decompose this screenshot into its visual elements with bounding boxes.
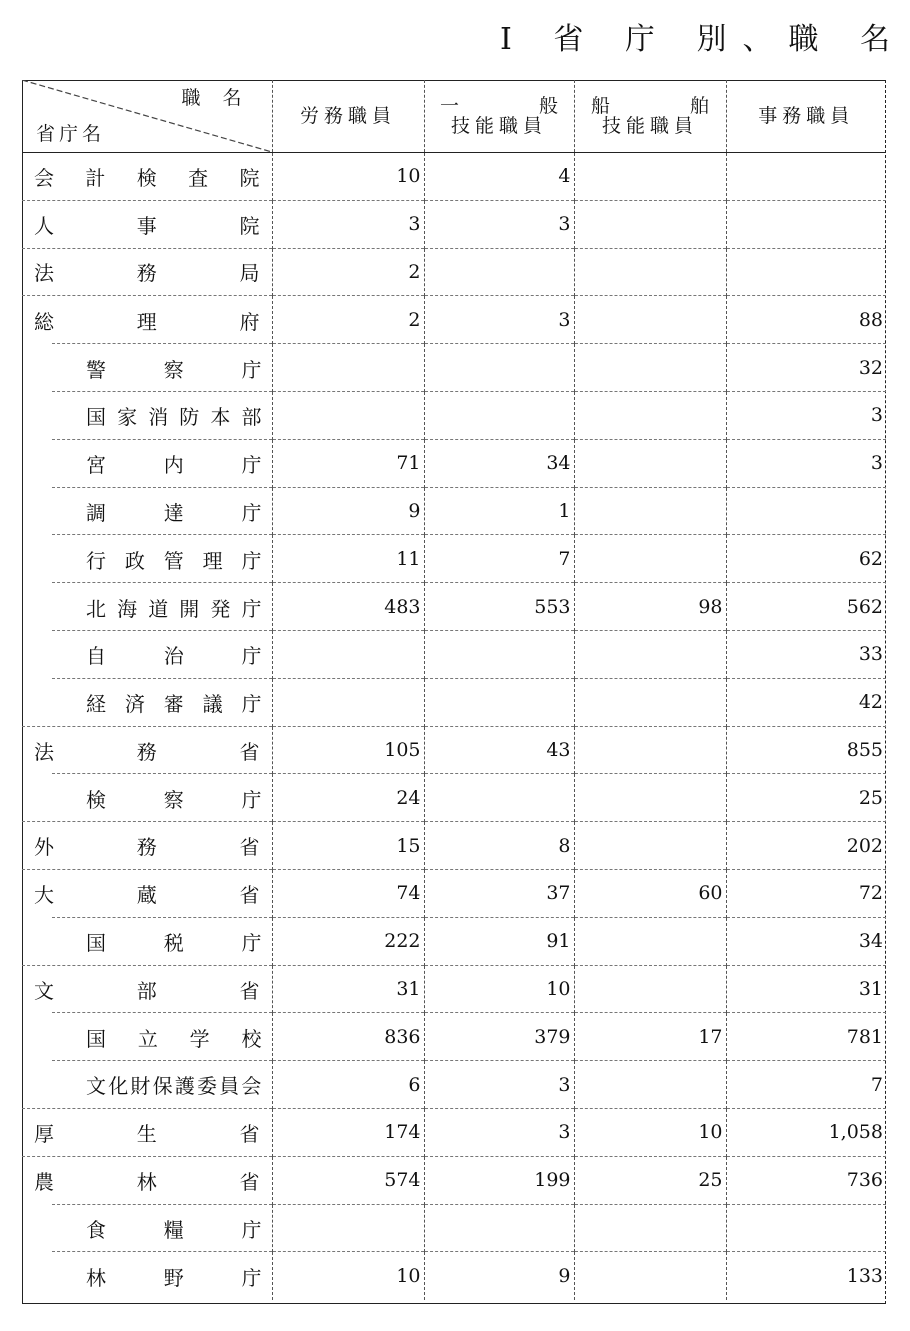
col-header-general-skill: 一 般 技能職員 bbox=[424, 80, 574, 153]
agency-name: 文 化 財 保 護 委 員 会 bbox=[86, 1074, 262, 1099]
agency-name-cell bbox=[22, 774, 272, 822]
value-cell-labor: 31 bbox=[272, 965, 424, 1013]
value-cell-ship-skill: 98 bbox=[574, 583, 726, 631]
agency-name: 農 林 省 bbox=[34, 1169, 260, 1194]
value-cell-ship-skill: 10 bbox=[574, 1108, 726, 1156]
value-cell-general-skill bbox=[424, 248, 574, 296]
value-cell-ship-skill bbox=[574, 726, 726, 774]
value-cell-labor: 71 bbox=[272, 439, 424, 487]
agency-name-cell bbox=[22, 869, 272, 917]
value-cell-general-skill: 7 bbox=[424, 535, 574, 583]
agency-name: 宮 内 庁 bbox=[86, 453, 262, 478]
value-cell-general-skill: 9 bbox=[424, 1252, 574, 1300]
table-row bbox=[22, 1252, 886, 1300]
agency-name-cell bbox=[22, 296, 272, 344]
value-cell-clerical: 62 bbox=[726, 535, 886, 583]
value-cell-clerical: 855 bbox=[726, 726, 886, 774]
agency-name-cell bbox=[22, 153, 272, 201]
value-cell-clerical: 1,058 bbox=[726, 1108, 886, 1156]
agency-name-cell bbox=[22, 1204, 272, 1252]
value-cell-ship-skill bbox=[574, 153, 726, 201]
value-cell-clerical bbox=[726, 487, 886, 535]
value-cell-ship-skill bbox=[574, 487, 726, 535]
value-cell-labor: 2 bbox=[272, 248, 424, 296]
value-cell-ship-skill bbox=[574, 917, 726, 965]
value-cell-labor: 483 bbox=[272, 583, 424, 631]
corner-header bbox=[22, 80, 272, 153]
value-cell-general-skill: 553 bbox=[424, 583, 574, 631]
agency-name: 林 野 庁 bbox=[86, 1265, 262, 1290]
value-cell-labor: 9 bbox=[272, 487, 424, 535]
value-cell-ship-skill: 17 bbox=[574, 1013, 726, 1061]
agency-name: 法 務 局 bbox=[34, 261, 260, 286]
value-cell-labor: 24 bbox=[272, 774, 424, 822]
value-cell-labor: 574 bbox=[272, 1156, 424, 1204]
agency-name-cell bbox=[22, 1252, 272, 1300]
agency-name: 国 家 消 防 本 部 bbox=[86, 405, 262, 430]
value-cell-clerical: 42 bbox=[726, 678, 886, 726]
value-cell-clerical: 133 bbox=[726, 1252, 886, 1300]
agency-name-cell bbox=[22, 487, 272, 535]
table-row bbox=[22, 344, 886, 392]
value-cell-ship-skill bbox=[574, 965, 726, 1013]
agency-name: 人 事 院 bbox=[34, 213, 260, 238]
agency-name-cell bbox=[22, 726, 272, 774]
agency-name-cell bbox=[22, 965, 272, 1013]
value-cell-ship-skill: 25 bbox=[574, 1156, 726, 1204]
value-cell-general-skill: 10 bbox=[424, 965, 574, 1013]
value-cell-general-skill: 3 bbox=[424, 200, 574, 248]
value-cell-general-skill: 379 bbox=[424, 1013, 574, 1061]
agency-name-cell bbox=[22, 583, 272, 631]
table-row bbox=[22, 200, 886, 248]
table-row bbox=[22, 917, 886, 965]
agency-name-cell bbox=[22, 391, 272, 439]
value-cell-ship-skill bbox=[574, 344, 726, 392]
agency-name-cell bbox=[22, 822, 272, 870]
value-cell-general-skill: 1 bbox=[424, 487, 574, 535]
value-cell-labor: 836 bbox=[272, 1013, 424, 1061]
agency-name: 検 察 庁 bbox=[86, 787, 262, 812]
value-cell-labor: 11 bbox=[272, 535, 424, 583]
value-cell-general-skill bbox=[424, 391, 574, 439]
corner-bottom-label: 省庁名 bbox=[36, 123, 106, 145]
agency-name-cell bbox=[22, 1156, 272, 1204]
table-row bbox=[22, 583, 886, 631]
table-row bbox=[22, 822, 886, 870]
value-cell-clerical: 562 bbox=[726, 583, 886, 631]
value-cell-clerical bbox=[726, 153, 886, 201]
table-row bbox=[22, 248, 886, 296]
table-row bbox=[22, 869, 886, 917]
value-cell-general-skill: 3 bbox=[424, 1061, 574, 1109]
value-cell-general-skill: 91 bbox=[424, 917, 574, 965]
value-cell-labor: 222 bbox=[272, 917, 424, 965]
value-cell-general-skill: 34 bbox=[424, 439, 574, 487]
agency-name: 大 蔵 省 bbox=[34, 883, 260, 908]
table-row bbox=[22, 535, 886, 583]
value-cell-clerical: 25 bbox=[726, 774, 886, 822]
agency-name: 経 済 審 議 庁 bbox=[86, 691, 262, 716]
value-cell-clerical: 7 bbox=[726, 1061, 886, 1109]
value-cell-ship-skill bbox=[574, 630, 726, 678]
table-row bbox=[22, 153, 886, 201]
table-row bbox=[22, 296, 886, 344]
value-cell-labor: 2 bbox=[272, 296, 424, 344]
value-cell-labor bbox=[272, 630, 424, 678]
agency-name: 行 政 管 理 庁 bbox=[86, 548, 262, 573]
agency-name: 国 税 庁 bbox=[86, 930, 262, 955]
value-cell-general-skill bbox=[424, 678, 574, 726]
value-cell-labor bbox=[272, 391, 424, 439]
value-cell-clerical: 736 bbox=[726, 1156, 886, 1204]
agency-name-cell bbox=[22, 248, 272, 296]
table-row bbox=[22, 439, 886, 487]
value-cell-ship-skill bbox=[574, 774, 726, 822]
value-cell-general-skill bbox=[424, 630, 574, 678]
value-cell-labor: 74 bbox=[272, 869, 424, 917]
value-cell-labor: 10 bbox=[272, 153, 424, 201]
value-cell-clerical bbox=[726, 248, 886, 296]
table-row bbox=[22, 774, 886, 822]
value-cell-clerical: 72 bbox=[726, 869, 886, 917]
agency-name-cell bbox=[22, 439, 272, 487]
value-cell-clerical bbox=[726, 1204, 886, 1252]
value-cell-labor bbox=[272, 1204, 424, 1252]
agency-name: 警 察 庁 bbox=[86, 357, 262, 382]
value-cell-ship-skill bbox=[574, 248, 726, 296]
agency-name: 総 理 府 bbox=[34, 309, 260, 334]
value-cell-clerical: 781 bbox=[726, 1013, 886, 1061]
value-cell-ship-skill bbox=[574, 678, 726, 726]
value-cell-clerical bbox=[726, 200, 886, 248]
table-row bbox=[22, 1156, 886, 1204]
table-row bbox=[22, 487, 886, 535]
table-row bbox=[22, 726, 886, 774]
value-cell-ship-skill bbox=[574, 1204, 726, 1252]
value-cell-ship-skill bbox=[574, 296, 726, 344]
value-cell-clerical: 34 bbox=[726, 917, 886, 965]
value-cell-clerical: 32 bbox=[726, 344, 886, 392]
agency-name: 北 海 道 開 発 庁 bbox=[86, 596, 262, 621]
value-cell-general-skill: 4 bbox=[424, 153, 574, 201]
agency-name-cell bbox=[22, 200, 272, 248]
value-cell-clerical: 33 bbox=[726, 630, 886, 678]
table-row bbox=[22, 965, 886, 1013]
col-header-ship-skill: 船 舶 技能職員 bbox=[574, 80, 726, 153]
agency-name-cell bbox=[22, 678, 272, 726]
col-header-labor: 労務職員 bbox=[272, 80, 424, 153]
value-cell-clerical: 31 bbox=[726, 965, 886, 1013]
table-row bbox=[22, 1013, 886, 1061]
agency-name: 会 計 検 査 院 bbox=[34, 165, 260, 190]
agency-name: 外 務 省 bbox=[34, 835, 260, 860]
value-cell-general-skill: 3 bbox=[424, 1108, 574, 1156]
value-cell-labor: 6 bbox=[272, 1061, 424, 1109]
value-cell-ship-skill bbox=[574, 1061, 726, 1109]
value-cell-clerical: 202 bbox=[726, 822, 886, 870]
agency-name: 自 治 庁 bbox=[86, 644, 262, 669]
value-cell-ship-skill bbox=[574, 439, 726, 487]
agency-name-cell bbox=[22, 344, 272, 392]
table-row bbox=[22, 1061, 886, 1109]
agency-name-cell bbox=[22, 630, 272, 678]
value-cell-labor: 105 bbox=[272, 726, 424, 774]
agency-name: 国 立 学 校 bbox=[86, 1026, 262, 1051]
value-cell-ship-skill bbox=[574, 200, 726, 248]
agency-name: 調 達 庁 bbox=[86, 500, 262, 525]
table-row bbox=[22, 678, 886, 726]
value-cell-ship-skill bbox=[574, 391, 726, 439]
value-cell-labor: 15 bbox=[272, 822, 424, 870]
value-cell-labor: 3 bbox=[272, 200, 424, 248]
page-heading: Ⅰ 省 庁 別、職 名 bbox=[500, 22, 906, 57]
corner-top-label: 職名 bbox=[181, 87, 264, 109]
table-row bbox=[22, 391, 886, 439]
value-cell-general-skill: 199 bbox=[424, 1156, 574, 1204]
value-cell-ship-skill: 60 bbox=[574, 869, 726, 917]
value-cell-general-skill: 37 bbox=[424, 869, 574, 917]
agency-name: 食 糧 庁 bbox=[86, 1217, 262, 1242]
staff-table bbox=[22, 80, 886, 1300]
agency-name: 文 部 省 bbox=[34, 978, 260, 1003]
agency-name-cell bbox=[22, 917, 272, 965]
value-cell-labor: 10 bbox=[272, 1252, 424, 1300]
value-cell-clerical: 3 bbox=[726, 391, 886, 439]
value-cell-general-skill bbox=[424, 774, 574, 822]
col-header-clerical: 事務職員 bbox=[726, 80, 886, 153]
agency-name-cell bbox=[22, 1108, 272, 1156]
value-cell-clerical: 88 bbox=[726, 296, 886, 344]
header-row bbox=[22, 80, 886, 153]
value-cell-labor bbox=[272, 344, 424, 392]
value-cell-ship-skill bbox=[574, 822, 726, 870]
value-cell-general-skill: 3 bbox=[424, 296, 574, 344]
value-cell-general-skill bbox=[424, 1204, 574, 1252]
agency-name-cell bbox=[22, 1061, 272, 1109]
agency-name-cell bbox=[22, 535, 272, 583]
table-row bbox=[22, 630, 886, 678]
value-cell-clerical: 3 bbox=[726, 439, 886, 487]
value-cell-labor: 174 bbox=[272, 1108, 424, 1156]
table-row bbox=[22, 1204, 886, 1252]
table-row bbox=[22, 1108, 886, 1156]
value-cell-labor bbox=[272, 678, 424, 726]
agency-name: 法 務 省 bbox=[34, 739, 260, 764]
value-cell-ship-skill bbox=[574, 1252, 726, 1300]
agency-name-cell bbox=[22, 1013, 272, 1061]
value-cell-general-skill: 43 bbox=[424, 726, 574, 774]
value-cell-ship-skill bbox=[574, 535, 726, 583]
agency-name: 厚 生 省 bbox=[34, 1121, 260, 1146]
value-cell-general-skill: 8 bbox=[424, 822, 574, 870]
value-cell-general-skill bbox=[424, 344, 574, 392]
